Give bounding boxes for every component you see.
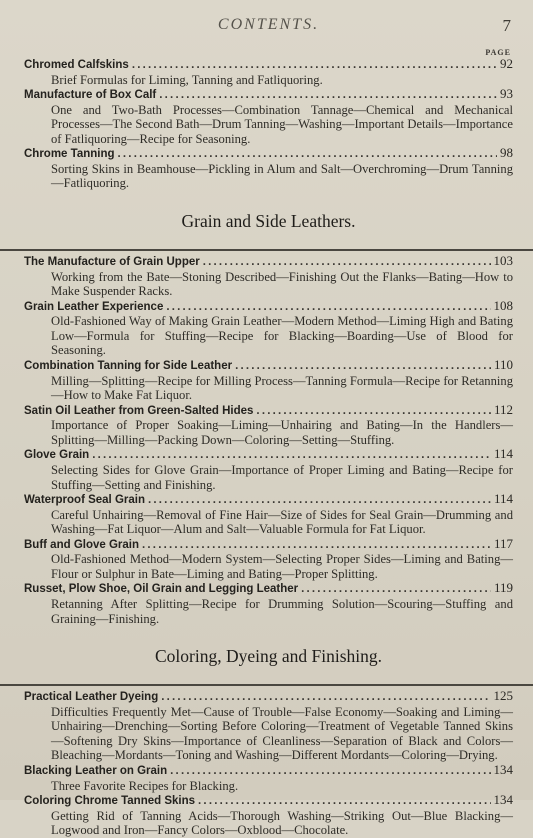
toc-entry-title: Coloring Chrome Tanned Skins: [24, 795, 196, 808]
toc-entry-description: Careful Unhairing—Removal of Fine Hair—Size of Sides for Seal Grain—Drumming and Washing—Fat Liquor—Alum and Salt—Valuable Formula for Fat Liquor.: [51, 507, 513, 537]
toc-entry-page: 98: [500, 145, 513, 161]
toc-entry: [24, 358, 513, 403]
toc-entry-page: 134: [493, 792, 513, 808]
toc-entry-heading: [24, 492, 513, 508]
toc-entry-title: Blacking Leather on Grain: [24, 765, 168, 778]
page-title: CONTENTS.: [217, 16, 320, 33]
toc-entry-description: Brief Formulas for Liming, Tanning and Fatliquoring.: [51, 72, 323, 87]
page-number: 7: [502, 16, 511, 35]
dot-leader: [159, 88, 497, 103]
toc-entry: [24, 403, 513, 448]
toc-entry-page: 93: [500, 86, 513, 102]
toc-entry: [24, 689, 513, 763]
toc-entry: [24, 492, 513, 537]
toc-entry: [24, 537, 513, 582]
running-header: [24, 14, 513, 40]
toc-entry-title: Chrome Tanning: [24, 148, 115, 161]
toc-entry-title: Russet, Plow Shoe, Oil Grain and Legging Leather: [24, 583, 299, 596]
dot-leader: [301, 582, 491, 597]
toc-entry-title: Glove Grain: [24, 449, 90, 462]
toc-entry-description: Getting Rid of Tanning Acids—Thorough Washing—Striking Out—Blue Blacking—Logwood and Iron—Fancy Colors—Oxblood—Chocolate.: [51, 808, 513, 838]
toc-entry-description: Working from the Bate—Stoning Described—Finishing Out the Flanks—Bating—How to Make Suspender Racks.: [51, 269, 513, 299]
toc-entry-title: Buff and Glove Grain: [24, 538, 140, 551]
toc-entry-heading: [24, 403, 513, 419]
toc-entry-description: Milling—Splitting—Recipe for Milling Process—Tanning Formula—Recipe for Retanning—How to Make Fat Liquor.: [51, 373, 513, 403]
toc-entry-title: Chromed Calfskins: [24, 59, 129, 71]
toc-entry-page: 125: [493, 688, 513, 704]
toc-entry-title: Practical Leather Dyeing: [24, 691, 159, 704]
toc-entry-heading: [24, 87, 513, 103]
dot-leader: [92, 448, 491, 463]
toc-entry: [24, 447, 513, 492]
dot-leader: [118, 147, 497, 162]
toc-entry-page: 119: [493, 580, 513, 596]
section-heading: Coloring, Dyeing and Finishing.: [154, 646, 382, 667]
section-heading: Grain and Side Leathers.: [181, 211, 356, 232]
toc-entry-title: Manufacture of Box Calf: [24, 89, 157, 102]
toc-entry-heading: [24, 299, 513, 315]
toc-entry-title: Grain Leather Experience: [24, 300, 164, 313]
toc-entry-heading: [24, 358, 513, 374]
toc-entry-description: Difficulties Frequently Met—Cause of Trouble—False Economy—Soaking and Liming—Unhairing—Drenching—Sorting Before Coloring—Treatment of Vegetable Tanned Skins—Softening Dry Skins—Importance of Cleanliness—Separation of Black and Colors—Bleaching—Mordants—Toning and Washing—Different Mordants—Coloring—Drying.: [51, 704, 513, 763]
dot-leader: [142, 538, 491, 553]
toc-entry: [24, 57, 513, 87]
dot-leader: [170, 764, 490, 779]
toc-entry: [24, 581, 513, 626]
dot-leader: [235, 359, 491, 374]
toc-entry-description: Old-Fashioned Method—Modern System—Selecting Proper Sides—Liming and Bating—Flour or Sulphur in Bate—Liming and Bating—Proper Splitting.: [51, 552, 513, 581]
toc-entry-heading: [24, 57, 513, 73]
toc-entry-heading: [24, 537, 513, 553]
toc-entry-heading: [24, 689, 513, 705]
toc-entry-heading: [24, 793, 513, 809]
dot-leader: [148, 493, 491, 508]
table-of-contents: [24, 57, 513, 838]
toc-entry: [24, 87, 513, 146]
toc-entry-heading: [24, 447, 513, 463]
section-rule: [0, 684, 533, 686]
toc-entry-title: Combination Tanning for Side Leather: [24, 360, 233, 373]
toc-entry-description: Importance of Proper Soaking—Liming—Unhairing and Bating—In the Handlers—Splitting—Milling—Packing Down—Coloring—Setting—Stuffing.: [51, 418, 513, 447]
toc-entry: [24, 763, 513, 793]
toc-entry-page: 134: [493, 762, 513, 778]
toc-entry-description: Sorting Skins in Beamhouse—Pickling in Alum and Salt—Overchroming—Drum Tanning—Fatliquoring.: [51, 161, 513, 191]
toc-entry-page: 92: [500, 56, 513, 71]
dot-leader: [132, 58, 497, 73]
toc-entry-page: 103: [493, 253, 513, 269]
toc-entry-heading: [24, 146, 513, 162]
toc-entry-description: Retanning After Splitting—Recipe for Drumming Solution—Scouring—Stuffing and Graining—Finishing.: [51, 596, 513, 626]
toc-entry-title: The Manufacture of Grain Upper: [24, 256, 200, 269]
toc-entry-description: Old-Fashioned Way of Making Grain Leather—Modern Method—Liming High and Bating Low—Formula for Stuffing—Recipe for Blacking—Boarding—Use of Blood for Seasoning.: [51, 314, 513, 358]
toc-entry-title: Waterproof Seal Grain: [24, 494, 145, 507]
dot-leader: [256, 404, 491, 419]
toc-entry: [24, 299, 513, 358]
toc-entry-heading: [24, 581, 513, 597]
toc-entry: [24, 146, 513, 191]
dot-leader: [203, 255, 491, 270]
toc-entry-heading: [24, 763, 513, 779]
toc-entry-page: 108: [493, 297, 513, 313]
toc-entry: [24, 254, 513, 299]
dot-leader: [198, 794, 490, 809]
toc-entry-description: One and Two-Bath Processes—Combination Tannage—Chemical and Mechanical Processes—The Second Bath—Drum Tanning—Washing—Important Details—Importance of Fatliquoring—Recipe for Seasoning.: [51, 102, 513, 146]
toc-entry-title: Satin Oil Leather from Green-Salted Hides: [24, 404, 254, 417]
page-column-label: PAGE: [485, 48, 511, 57]
toc-entry-page: 117: [493, 535, 513, 551]
toc-entry-page: 112: [493, 401, 513, 417]
toc-entry-description: Three Favorite Recipes for Blacking.: [51, 778, 239, 793]
toc-entry-description: Selecting Sides for Glove Grain—Importance of Proper Liming and Bating—Recipe for Stuffing—Setting and Finishing.: [51, 462, 513, 492]
toc-entry-page: 110: [493, 357, 513, 373]
toc-entry-page: 114: [493, 446, 513, 462]
toc-entry-page: 114: [493, 491, 513, 507]
toc-entry-heading: [24, 254, 513, 270]
dot-leader: [161, 690, 490, 705]
section-rule: [0, 249, 533, 251]
dot-leader: [166, 300, 490, 315]
